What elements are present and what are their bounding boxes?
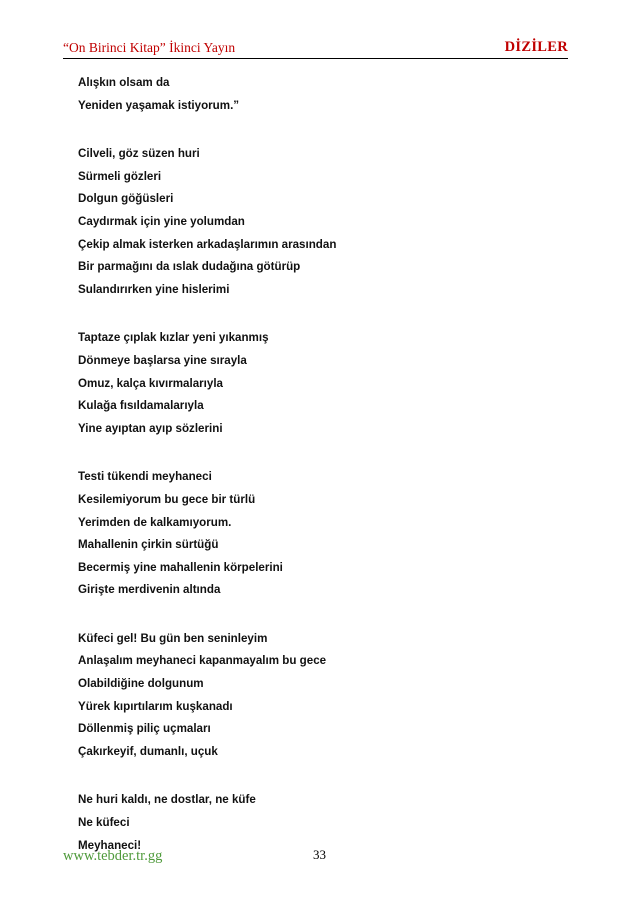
poem-stanza (78, 466, 558, 602)
poem-body (78, 72, 558, 883)
poem-line: Kulağa fısıldamalarıyla (78, 399, 204, 413)
poem-line: Caydırmak için yine yolumdan (78, 214, 245, 228)
poem-line: Omuz, kalça kıvırmalarıyla (78, 376, 224, 390)
poem-line: Cilveli, göz süzen huri (78, 147, 200, 161)
poem-line: Kesilemiyorum bu gece bir türlü (78, 492, 256, 506)
poem-line: Girişte merdivenin altında (78, 583, 221, 597)
poem-line: Alışkın olsam da (78, 76, 170, 89)
poem-line: Küfeci gel! Bu gün ben seninleyim (78, 631, 268, 645)
poem-line: Döllenmiş piliç uçmaları (78, 722, 211, 736)
poem-line: Ne küfeci (78, 816, 130, 830)
poem-line: Sürmeli gözleri (78, 169, 162, 183)
poem-line: Testi tükendi meyhaneci (78, 470, 212, 484)
poem-line: Anlaşalım meyhaneci kapanmayalım bu gece (78, 654, 327, 668)
poem-line: Bir parmağını da ıslak dudağına götürüp (78, 260, 301, 274)
poem-line: Yerimden de kalkamıyorum. (78, 515, 232, 529)
poem-line: Mahallenin çirkin sürtüğü (78, 538, 219, 552)
poem-line: Taptaze çıplak kızlar yeni yıkanmış (78, 331, 269, 345)
header-series-label: DİZİLER (504, 39, 568, 55)
header-divider (63, 58, 568, 59)
page-number: 33 (313, 847, 326, 862)
poem-line: Olabildiğine dolgunum (78, 677, 204, 691)
poem-line: Sulandırırken yine hislerimi (78, 282, 230, 296)
poem-line: Dönmeye başlarsa yine sırayla (78, 353, 247, 367)
poem-stanza (78, 327, 558, 440)
page-header (63, 38, 568, 58)
poem-line: Becermiş yine mahallenin körpelerini (78, 560, 283, 574)
poem-line: Yürek kıpırtılarım kuşkanadı (78, 699, 233, 713)
footer-website-link[interactable]: www.tebder.tr.gg (63, 848, 163, 864)
poem-stanza (78, 143, 558, 301)
poem-line: Çakırkeyif, dumanlı, uçuk (78, 744, 218, 758)
poem-line: Ne huri kaldı, ne dostlar, ne küfe (78, 793, 256, 807)
poem-line: Yine ayıptan ayıp sözlerini (78, 421, 223, 435)
poem-stanza (78, 72, 558, 117)
poem-line: Dolgun göğüsleri (78, 192, 174, 206)
poem-line: Meyhaneci! (78, 838, 142, 852)
poem-line: Yeniden yaşamak istiyorum.” (78, 98, 240, 112)
poem-line: Çekip almak isterken arkadaşlarımın arasından (78, 237, 337, 251)
header-book-title: “On Birinci Kitap” İkinci Yayın (63, 40, 236, 55)
poem-stanza (78, 628, 558, 764)
